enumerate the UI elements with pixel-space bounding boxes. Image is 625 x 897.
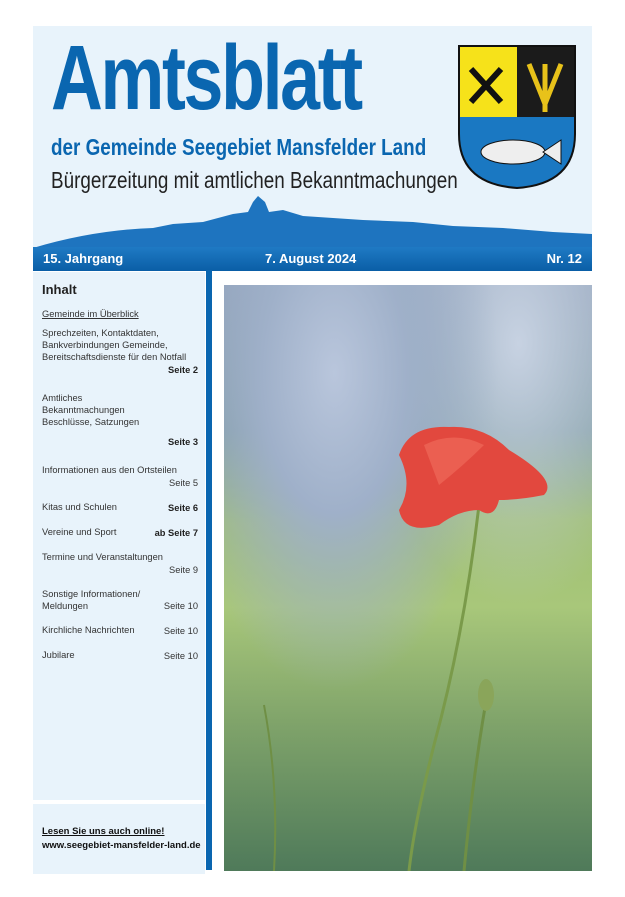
toc-item-title: Informationen aus den Ortsteilen xyxy=(42,465,177,475)
toc-item[interactable] xyxy=(42,624,198,637)
toc-item-page: Seite 9 xyxy=(169,565,198,575)
volume-label: 15. Jahrgang xyxy=(43,251,124,266)
cover-photo-poppy xyxy=(224,285,592,871)
toc-item[interactable] xyxy=(42,551,198,576)
toc-item-title: Sonstige Informationen/ Meldungen xyxy=(42,589,141,611)
online-box xyxy=(33,800,205,874)
skyline-silhouette xyxy=(33,194,592,248)
toc-item[interactable] xyxy=(42,501,198,514)
toc-item-page: Seite 6 xyxy=(168,503,198,513)
toc-item-page: Seite 10 xyxy=(163,601,198,611)
toc-item[interactable] xyxy=(42,588,198,612)
toc-item-page: Seite 5 xyxy=(169,478,198,488)
toc-item-title: Vereine und Sport xyxy=(42,527,117,537)
toc-item-title: Sprechzeiten, Kontaktdaten, Bankverbindungen Gemeinde, Bereitschaftsdienste für den Notfall xyxy=(42,328,187,362)
masthead-subtitle: der Gemeinde Seegebiet Mansfelder Land xyxy=(51,134,427,160)
toc-item[interactable] xyxy=(42,392,198,448)
toc-item-page: Seite 10 xyxy=(163,626,198,636)
toc-item[interactable] xyxy=(42,526,198,539)
issue-number: Nr. 12 xyxy=(546,251,582,266)
toc-item-title: Amtliches Bekanntmachungen Beschlüsse, Satzungen xyxy=(42,393,140,427)
toc-heading: Inhalt xyxy=(42,282,77,297)
masthead-tagline: Bürgerzeitung mit amtlichen Bekanntmachungen xyxy=(51,167,458,193)
toc-item-title: Jubilare xyxy=(42,650,75,660)
toc-item-page: Seite 3 xyxy=(168,437,198,447)
toc-item-title: Termine und Veranstaltungen xyxy=(42,552,163,562)
toc-item-page: Seite 10 xyxy=(163,651,198,661)
toc-item-page: ab Seite 7 xyxy=(154,528,198,538)
issue-date: 7. August 2024 xyxy=(265,251,357,266)
toc-item[interactable] xyxy=(42,649,198,662)
toc-section: Gemeinde im Überblick xyxy=(42,309,139,319)
website-link[interactable]: www.seegebiet-mansfelder-land.de xyxy=(42,840,201,851)
masthead-title: Amtsblatt xyxy=(51,27,361,129)
masthead xyxy=(33,26,592,248)
toc-item-title: Kirchliche Nachrichten xyxy=(42,625,135,635)
poppy-illustration xyxy=(224,285,592,871)
toc-item-title: Kitas und Schulen xyxy=(42,502,117,512)
online-label: Lesen Sie uns auch online! xyxy=(42,826,165,837)
divider-bar xyxy=(206,270,212,870)
toc-item[interactable] xyxy=(42,327,198,376)
coat-of-arms-icon xyxy=(457,44,577,190)
table-of-contents xyxy=(33,272,205,870)
toc-item[interactable] xyxy=(42,464,198,489)
issue-band xyxy=(33,247,592,271)
toc-item-page: Seite 2 xyxy=(168,365,198,375)
